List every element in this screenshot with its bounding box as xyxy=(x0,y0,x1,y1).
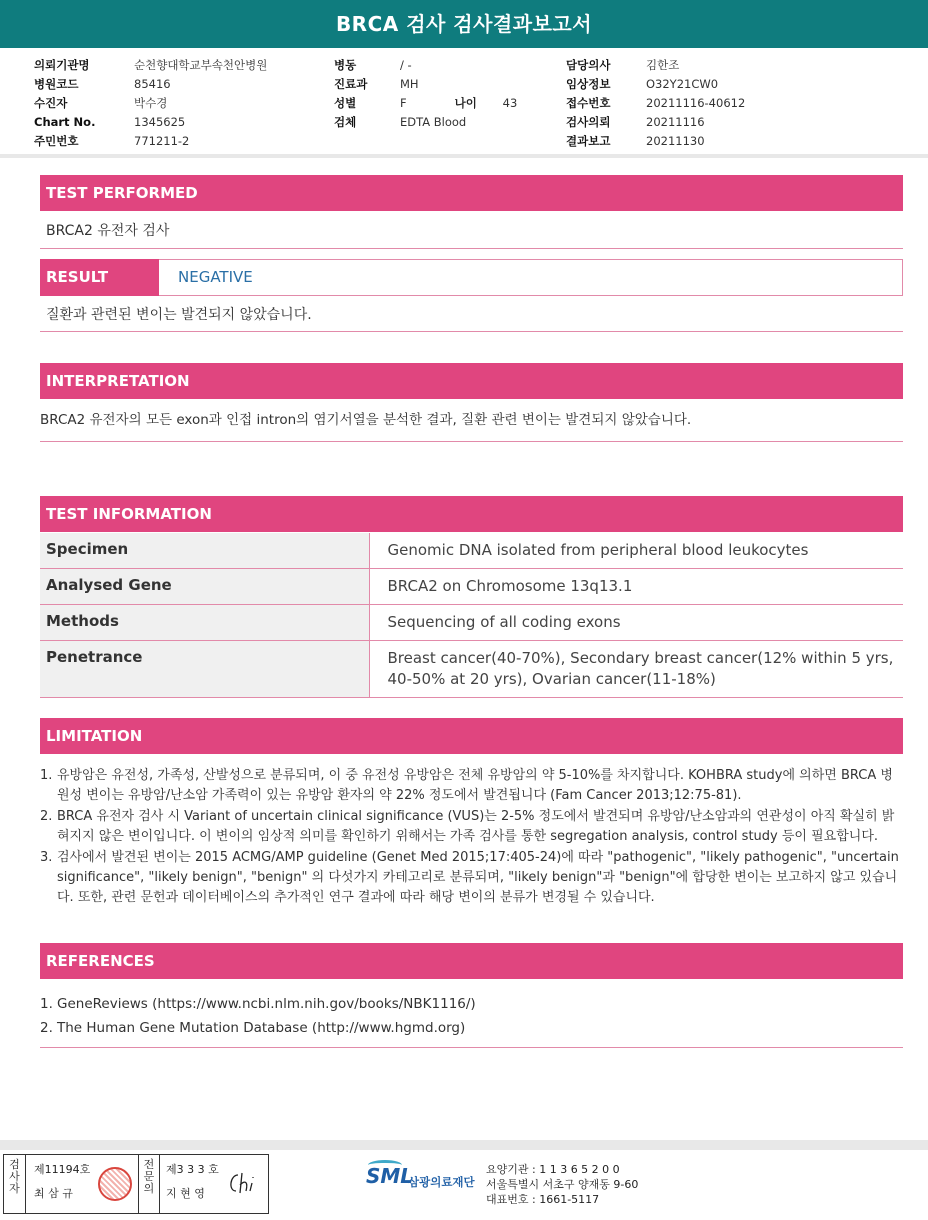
field-value: F xyxy=(400,96,407,110)
examiner-label xyxy=(4,1155,26,1213)
field-value: O32Y21CW0 xyxy=(646,77,719,91)
test-information-table xyxy=(40,533,903,698)
divider xyxy=(40,331,903,332)
limitation-heading: LIMITATION xyxy=(40,718,903,754)
divider xyxy=(40,248,903,249)
info-value: Breast cancer(40-70%), Secondary breast cancer(12% within 5 yrs, 40-50% at 20 yrs), Ovarian cancer(11-18%) xyxy=(369,641,903,698)
field-value: 85416 xyxy=(134,77,171,91)
item-text: BRCA 유전자 검사 시 Variant of uncertain clinical significance (VUS)는 2-5% 정도에서 발견되며 유방암/난소암과의 연관성이 아직 확실히 밝혀지지 않은 변이입니다. 이 변이의 임상적 의미를 확인하기 위해서는 가족 검사를 통한 segregation analysis, control study 등이 필요합니다. xyxy=(57,809,895,844)
references-heading: REFERENCES xyxy=(40,943,903,979)
specialist-label xyxy=(138,1155,160,1213)
field-hospital-code xyxy=(34,75,267,94)
patient-col-1 xyxy=(34,56,267,151)
field-label: 결과보고 xyxy=(566,134,611,148)
patient-col-2 xyxy=(334,56,517,132)
field-value: EDTA Blood xyxy=(400,115,467,129)
info-key: Methods xyxy=(40,605,369,641)
field-value: 김한조 xyxy=(646,58,680,72)
report-title: BRCA 검사 검사결과보고서 xyxy=(0,0,928,48)
references-list xyxy=(40,992,902,1040)
field-label: 임상정보 xyxy=(566,77,611,91)
item-number: 1. xyxy=(40,996,53,1012)
test-information-heading: TEST INFORMATION xyxy=(40,496,903,532)
field-specimen xyxy=(334,113,517,132)
field-request-date xyxy=(566,113,745,132)
specialist-license: 제3 3 3 호 xyxy=(166,1163,219,1176)
field-label: 검사의뢰 xyxy=(566,115,611,129)
field-label: 병원코드 xyxy=(34,77,79,91)
patient-info xyxy=(0,48,928,158)
table-row xyxy=(40,569,903,605)
field-label: 진료과 xyxy=(334,77,368,91)
field-label: 주민번호 xyxy=(34,134,79,148)
patient-col-3 xyxy=(566,56,745,151)
list-item xyxy=(40,848,902,908)
table-row xyxy=(40,605,903,641)
field-value: 20211130 xyxy=(646,134,705,148)
field-clinical-info xyxy=(566,75,745,94)
signature-icon xyxy=(226,1169,264,1197)
field-value: 771211-2 xyxy=(134,134,190,148)
field-value: 20211116-40612 xyxy=(646,96,746,110)
item-number: 2. xyxy=(40,809,53,824)
org-address: 서울특별시 서초구 양재동 9-60 xyxy=(486,1178,639,1191)
item-text: The Human Gene Mutation Database (http://www.hgmd.org) xyxy=(57,1020,466,1036)
divider xyxy=(40,441,903,442)
field-label: 병동 xyxy=(334,58,357,72)
field-label: 접수번호 xyxy=(566,96,611,110)
examiner-license: 제11194호 xyxy=(34,1163,91,1176)
item-number: 2. xyxy=(40,1020,53,1036)
item-text: 유방암은 유전성, 가족성, 산발성으로 분류되며, 이 중 유전성 유방암은 전체 유방암의 약 5-10%를 차지합니다. KOHBRA study에 의하면 BRCA 병원성 변이는 유방암/난소암 가족력이 있는 유방암 환자의 약 22% 정도에서 발견됩니다 (Fam Cancer 2013;12:75-81). xyxy=(57,768,893,803)
item-text: 검사에서 발견된 변이는 2015 ACMG/AMP guideline (Genet Med 2015;17:405-24)에 따라 "pathogenic", "likely pathogenic", "uncertain significance", "likely benign", "benign" 의 다섯가지 카테고리로 분류되며, "likely benign"과 "benign"에 합당한 변이는 보고하지 않고 있습니다. 또한, 관련 문헌과 데이터베이스의 추가적인 연구 결과에 따라 해당 변이의 분류가 변경될 수 있습니다. xyxy=(57,850,899,905)
interpretation-heading: INTERPRETATION xyxy=(40,363,903,399)
info-key: Specimen xyxy=(40,533,369,569)
interpretation-text: BRCA2 유전자의 모든 exon과 인접 intron의 염기서열을 분석한 결과, 질환 관련 변이는 발견되지 않았습니다. xyxy=(40,412,692,428)
field-value: 20211116 xyxy=(646,115,705,129)
list-item xyxy=(40,807,902,847)
field-doctor xyxy=(566,56,745,75)
age-label: 나이 xyxy=(454,96,477,110)
info-value: BRCA2 on Chromosome 13q13.1 xyxy=(369,569,903,605)
list-item xyxy=(40,1016,902,1040)
field-value: 박수경 xyxy=(134,96,168,110)
divider xyxy=(40,1047,903,1048)
examiner-name: 최 삼 규 xyxy=(34,1187,73,1200)
field-ward xyxy=(334,56,517,75)
table-row xyxy=(40,641,903,698)
test-performed-value: BRCA2 유전자 검사 xyxy=(46,223,170,239)
organization-info xyxy=(486,1162,638,1207)
field-label: 검체 xyxy=(334,115,357,129)
limitation-list xyxy=(40,766,902,909)
seal-stamp-icon xyxy=(98,1167,132,1201)
org-phone: 대표번호 : 1661-5117 xyxy=(486,1193,600,1206)
field-label: 담당의사 xyxy=(566,58,611,72)
org-code: 요양기관 : 1 1 3 6 5 2 0 0 xyxy=(486,1163,620,1176)
field-department xyxy=(334,75,517,94)
field-patient-name xyxy=(34,94,267,113)
footer-band xyxy=(0,1140,928,1150)
field-sex-age xyxy=(334,94,517,113)
result-value: NEGATIVE xyxy=(178,268,253,286)
list-item xyxy=(40,766,902,806)
info-value: Genomic DNA isolated from peripheral blood leukocytes xyxy=(369,533,903,569)
field-accession-no xyxy=(566,94,745,113)
result-heading: RESULT xyxy=(40,259,159,296)
result-description: 질환과 관련된 변이는 발견되지 않았습니다. xyxy=(46,307,312,323)
field-label: 의뢰기관명 xyxy=(34,58,90,72)
specialist-name: 지 현 영 xyxy=(166,1187,205,1200)
item-number: 3. xyxy=(40,850,53,865)
info-key: Penetrance xyxy=(40,641,369,698)
field-report-date xyxy=(566,132,745,151)
field-institution xyxy=(34,56,267,75)
signature-box xyxy=(3,1154,269,1214)
org-logo-text: SML xyxy=(366,1164,414,1188)
field-label: Chart No. xyxy=(34,115,96,129)
examiner-label-text: 검사자 xyxy=(9,1158,20,1195)
test-performed-heading: TEST PERFORMED xyxy=(40,175,903,211)
field-value: MH xyxy=(400,77,419,91)
field-value: / - xyxy=(400,58,412,72)
table-row xyxy=(40,533,903,569)
info-key: Analysed Gene xyxy=(40,569,369,605)
result-row xyxy=(40,259,903,296)
info-value: Sequencing of all coding exons xyxy=(369,605,903,641)
specialist-label-text: 전문의 xyxy=(143,1158,155,1195)
field-resident-no xyxy=(34,132,267,151)
field-label: 성별 xyxy=(334,96,357,110)
field-value: 1345625 xyxy=(134,115,186,129)
field-label: 수진자 xyxy=(34,96,68,110)
item-text: GeneReviews (https://www.ncbi.nlm.nih.gov/books/NBK1116/) xyxy=(57,996,476,1012)
field-value: 순천향대학교부속천안병원 xyxy=(134,58,268,72)
age-value: 43 xyxy=(502,96,518,110)
field-chart-no xyxy=(34,113,267,132)
org-name: 삼광의료재단 xyxy=(408,1175,475,1189)
list-item xyxy=(40,992,902,1016)
item-number: 1. xyxy=(40,768,53,783)
